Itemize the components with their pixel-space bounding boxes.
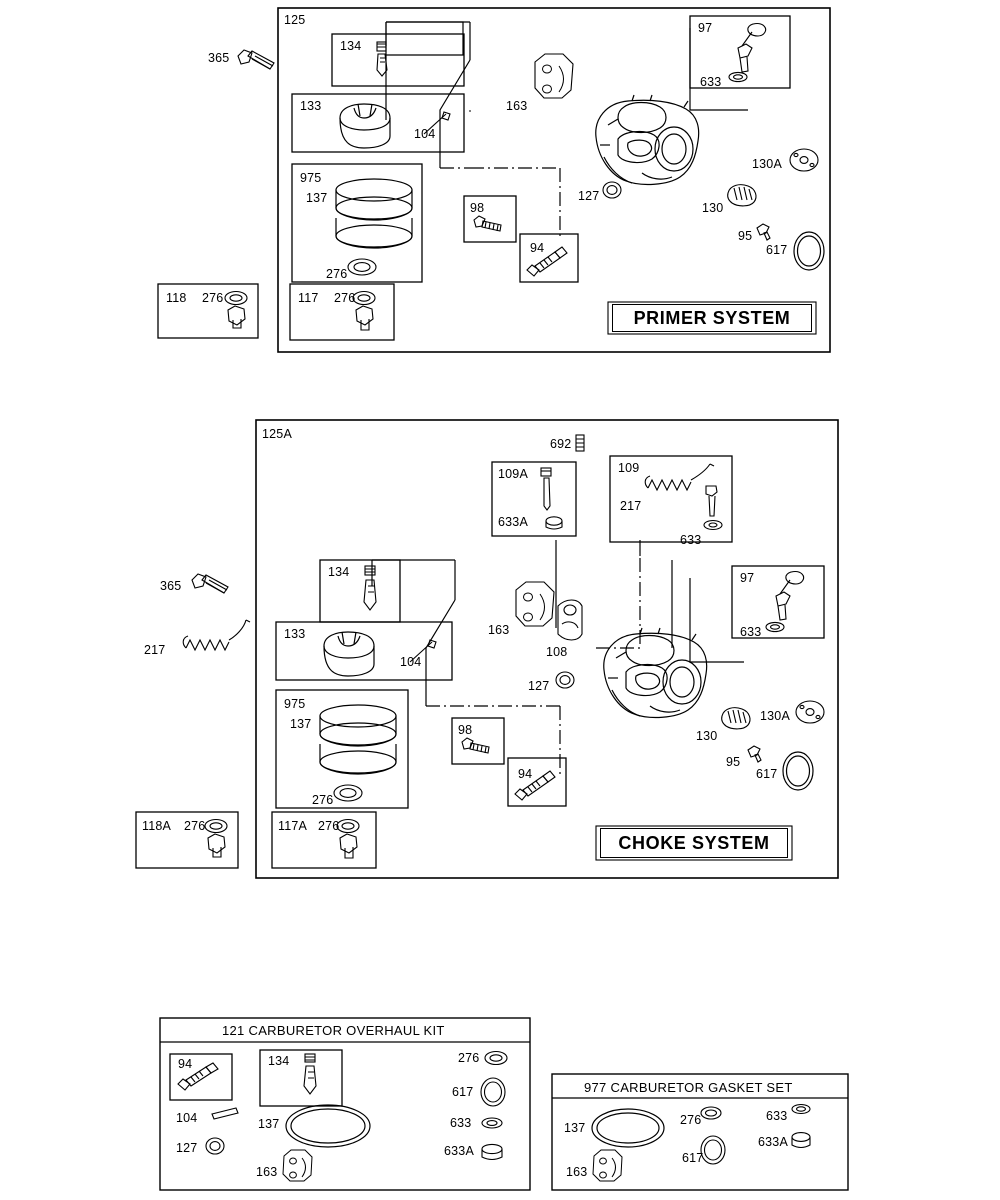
kit-callout-633A: 633A xyxy=(444,1144,474,1158)
callout-130-choke: 130 xyxy=(696,729,718,743)
callout-108-choke: 108 xyxy=(546,645,568,659)
kit-callout-617: 617 xyxy=(452,1085,474,1099)
callout-365-choke: 365 xyxy=(160,579,182,593)
callout-95-primer: 95 xyxy=(738,229,753,243)
callout-133-choke: 133 xyxy=(284,627,306,641)
callout-95-choke: 95 xyxy=(726,755,741,769)
gasket-callout-617: 617 xyxy=(682,1151,704,1165)
kit-callout-94: 94 xyxy=(178,1057,193,1071)
kit-callout-134: 134 xyxy=(268,1054,290,1068)
callout-117A-choke: 117A xyxy=(278,819,308,833)
callout-98-choke: 98 xyxy=(458,723,473,737)
choke-system-title: CHOKE SYSTEM xyxy=(600,828,788,858)
callout-276-primer-117: 276 xyxy=(334,291,356,305)
callout-98-primer: 98 xyxy=(470,201,485,215)
callout-127-choke: 127 xyxy=(528,679,550,693)
callout-633-choke-97: 633 xyxy=(740,625,762,639)
gasket-callout-137: 137 xyxy=(564,1121,586,1135)
kit-callout-163: 163 xyxy=(256,1165,278,1179)
callout-130-primer: 130 xyxy=(702,201,724,215)
callout-276-choke-118A: 276 xyxy=(184,819,206,833)
callout-163-primer: 163 xyxy=(506,99,528,113)
callout-975-choke: 975 xyxy=(284,697,306,711)
callout-975-primer: 975 xyxy=(300,171,322,185)
callout-633-primer: 633 xyxy=(700,75,722,89)
callout-97-choke: 97 xyxy=(740,571,755,585)
callout-109-choke: 109 xyxy=(618,461,640,475)
callout-133-primer: 133 xyxy=(300,99,322,113)
callout-127-primer: 127 xyxy=(578,189,600,203)
gasket-callout-276: 276 xyxy=(680,1113,702,1127)
callout-217-choke-box: 217 xyxy=(620,499,642,513)
callout-104-primer: 104 xyxy=(414,127,436,141)
callout-118A-choke: 118A xyxy=(142,819,172,833)
callout-134-primer: 134 xyxy=(340,39,362,53)
callout-130A-choke: 130A xyxy=(760,709,790,723)
callout-97-primer: 97 xyxy=(698,21,713,35)
callout-118-primer: 118 xyxy=(166,291,187,305)
callout-617-primer: 617 xyxy=(766,243,788,257)
gasket-set-title: 977 CARBURETOR GASKET SET xyxy=(584,1080,793,1095)
callout-617-choke: 617 xyxy=(756,767,778,781)
kit-callout-633: 633 xyxy=(450,1116,472,1130)
callout-104-choke: 104 xyxy=(400,655,422,669)
kit-callout-127: 127 xyxy=(176,1141,198,1155)
primer-system-title: PRIMER SYSTEM xyxy=(612,304,812,332)
callout-163-choke: 163 xyxy=(488,623,510,637)
callout-276-primer-118: 276 xyxy=(202,291,224,305)
callout-94-primer: 94 xyxy=(530,241,545,255)
callout-137-primer: 137 xyxy=(306,191,328,205)
callout-276-primer-975: 276 xyxy=(326,267,348,281)
gasket-callout-633: 633 xyxy=(766,1109,788,1123)
callout-109A-choke: 109A xyxy=(498,467,528,481)
frame-label-125A: 125A xyxy=(262,427,292,441)
callout-276-choke-975: 276 xyxy=(312,793,334,807)
callout-217-choke: 217 xyxy=(144,643,166,657)
frame-label-125: 125 xyxy=(284,13,306,27)
callout-134-choke: 134 xyxy=(328,565,350,579)
callout-276-choke-117A: 276 xyxy=(318,819,340,833)
callout-633A-choke: 633A xyxy=(498,515,528,529)
callout-94-choke: 94 xyxy=(518,767,533,781)
callout-117-primer: 117 xyxy=(298,291,319,305)
gasket-callout-163: 163 xyxy=(566,1165,588,1179)
callout-692-choke: 692 xyxy=(550,437,572,451)
kit-callout-104: 104 xyxy=(176,1111,198,1125)
overhaul-kit-title: 121 CARBURETOR OVERHAUL KIT xyxy=(222,1023,445,1038)
callout-365-primer: 365 xyxy=(208,51,230,65)
kit-callout-276: 276 xyxy=(458,1051,480,1065)
callout-130A-primer: 130A xyxy=(752,157,782,171)
callout-137-choke: 137 xyxy=(290,717,312,731)
gasket-callout-633A: 633A xyxy=(758,1135,788,1149)
kit-callout-137: 137 xyxy=(258,1117,280,1131)
callout-633-choke-box: 633 xyxy=(680,533,702,547)
